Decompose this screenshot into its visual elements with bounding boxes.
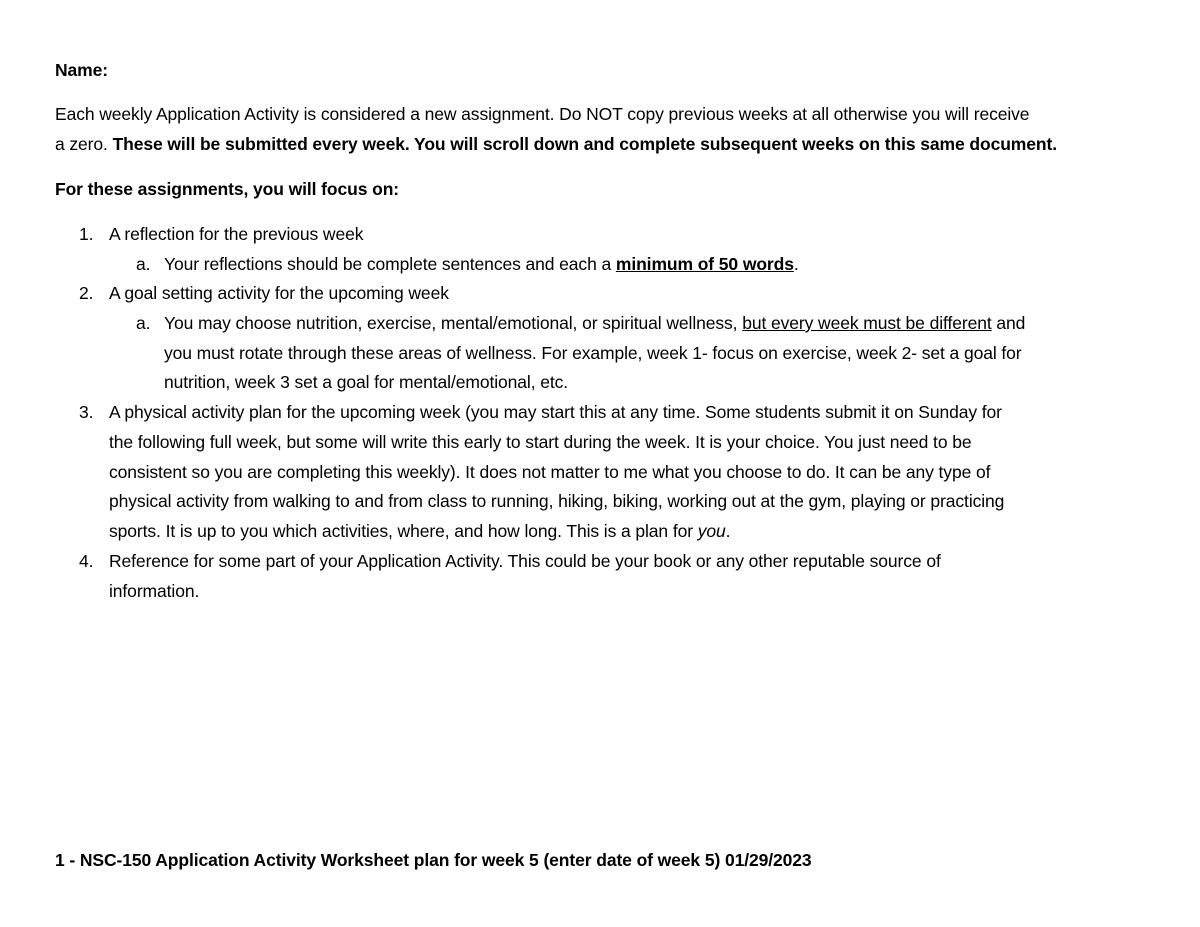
- name-label: Name:: [55, 60, 108, 80]
- list-item-2a-line-1: You may choose nutrition, exercise, mental/emotional, or spiritual wellness, but every week must be different and: [164, 313, 1026, 333]
- list-item-3-line-4: physical activity from walking to and from class to running, hiking, biking, working out at the gym, playing or practicing: [109, 491, 1005, 511]
- list-item-3-line-1: A physical activity plan for the upcoming week (you may start this at any time. Some students submit it on Sunday for: [109, 402, 1002, 422]
- list-item-3-line-3: consistent so you are completing this weekly). It does not matter to me what you choose to do. It can be any type of: [109, 462, 991, 482]
- list-item-2-marker: 2.: [79, 283, 94, 303]
- document-page: [55, 0, 1155, 927]
- worksheet-footer-title: 1 - NSC-150 Application Activity Worksheet plan for week 5 (enter date of week 5) 01/29/2023: [55, 850, 812, 870]
- list-item-2a-line-3: nutrition, week 3 set a goal for mental/emotional, etc.: [164, 372, 569, 392]
- minimum-words-emphasis: minimum of 50 words: [615, 254, 794, 274]
- list-item-2a-line-2: you must rotate through these areas of wellness. For example, week 1- focus on exercise, week 2- set a goal for: [164, 343, 1022, 363]
- list-item-3-line-5: sports. It is up to you which activities, where, and how long. This is a plan for you.: [109, 521, 731, 541]
- list-item-1-marker: 1.: [79, 224, 94, 244]
- intro-line-1: Each weekly Application Activity is considered a new assignment. Do NOT copy previous weeks at all otherwise you will receive: [55, 104, 1030, 124]
- different-week-emphasis: but every week must be different: [742, 313, 992, 333]
- list-item-1a-text: Your reflections should be complete sentences and each a minimum of 50 words.: [164, 254, 799, 274]
- list-item-3-marker: 3.: [79, 402, 94, 422]
- list-item-4-marker: 4.: [79, 551, 94, 571]
- list-item-2-text: A goal setting activity for the upcoming week: [109, 283, 449, 303]
- list-item-3-line-2: the following full week, but some will write this early to start during the week. It is your choice. You just need to be: [109, 432, 972, 452]
- focus-heading: For these assignments, you will focus on:: [55, 179, 400, 199]
- intro-line-2: a zero. These will be submitted every week. You will scroll down and complete subsequent weeks on this same document.: [55, 134, 1057, 154]
- you-emphasis: you: [697, 521, 726, 541]
- list-item-4-line-2: information.: [109, 581, 200, 601]
- list-item-1-text: A reflection for the previous week: [109, 224, 364, 244]
- intro-emphasis: These will be submitted every week. You will scroll down and complete subsequent weeks on this same document.: [112, 134, 1057, 154]
- list-item-1a-marker: a.: [136, 254, 151, 274]
- list-item-2a-marker: a.: [136, 313, 151, 333]
- list-item-4-line-1: Reference for some part of your Application Activity. This could be your book or any other reputable source of: [109, 551, 941, 571]
